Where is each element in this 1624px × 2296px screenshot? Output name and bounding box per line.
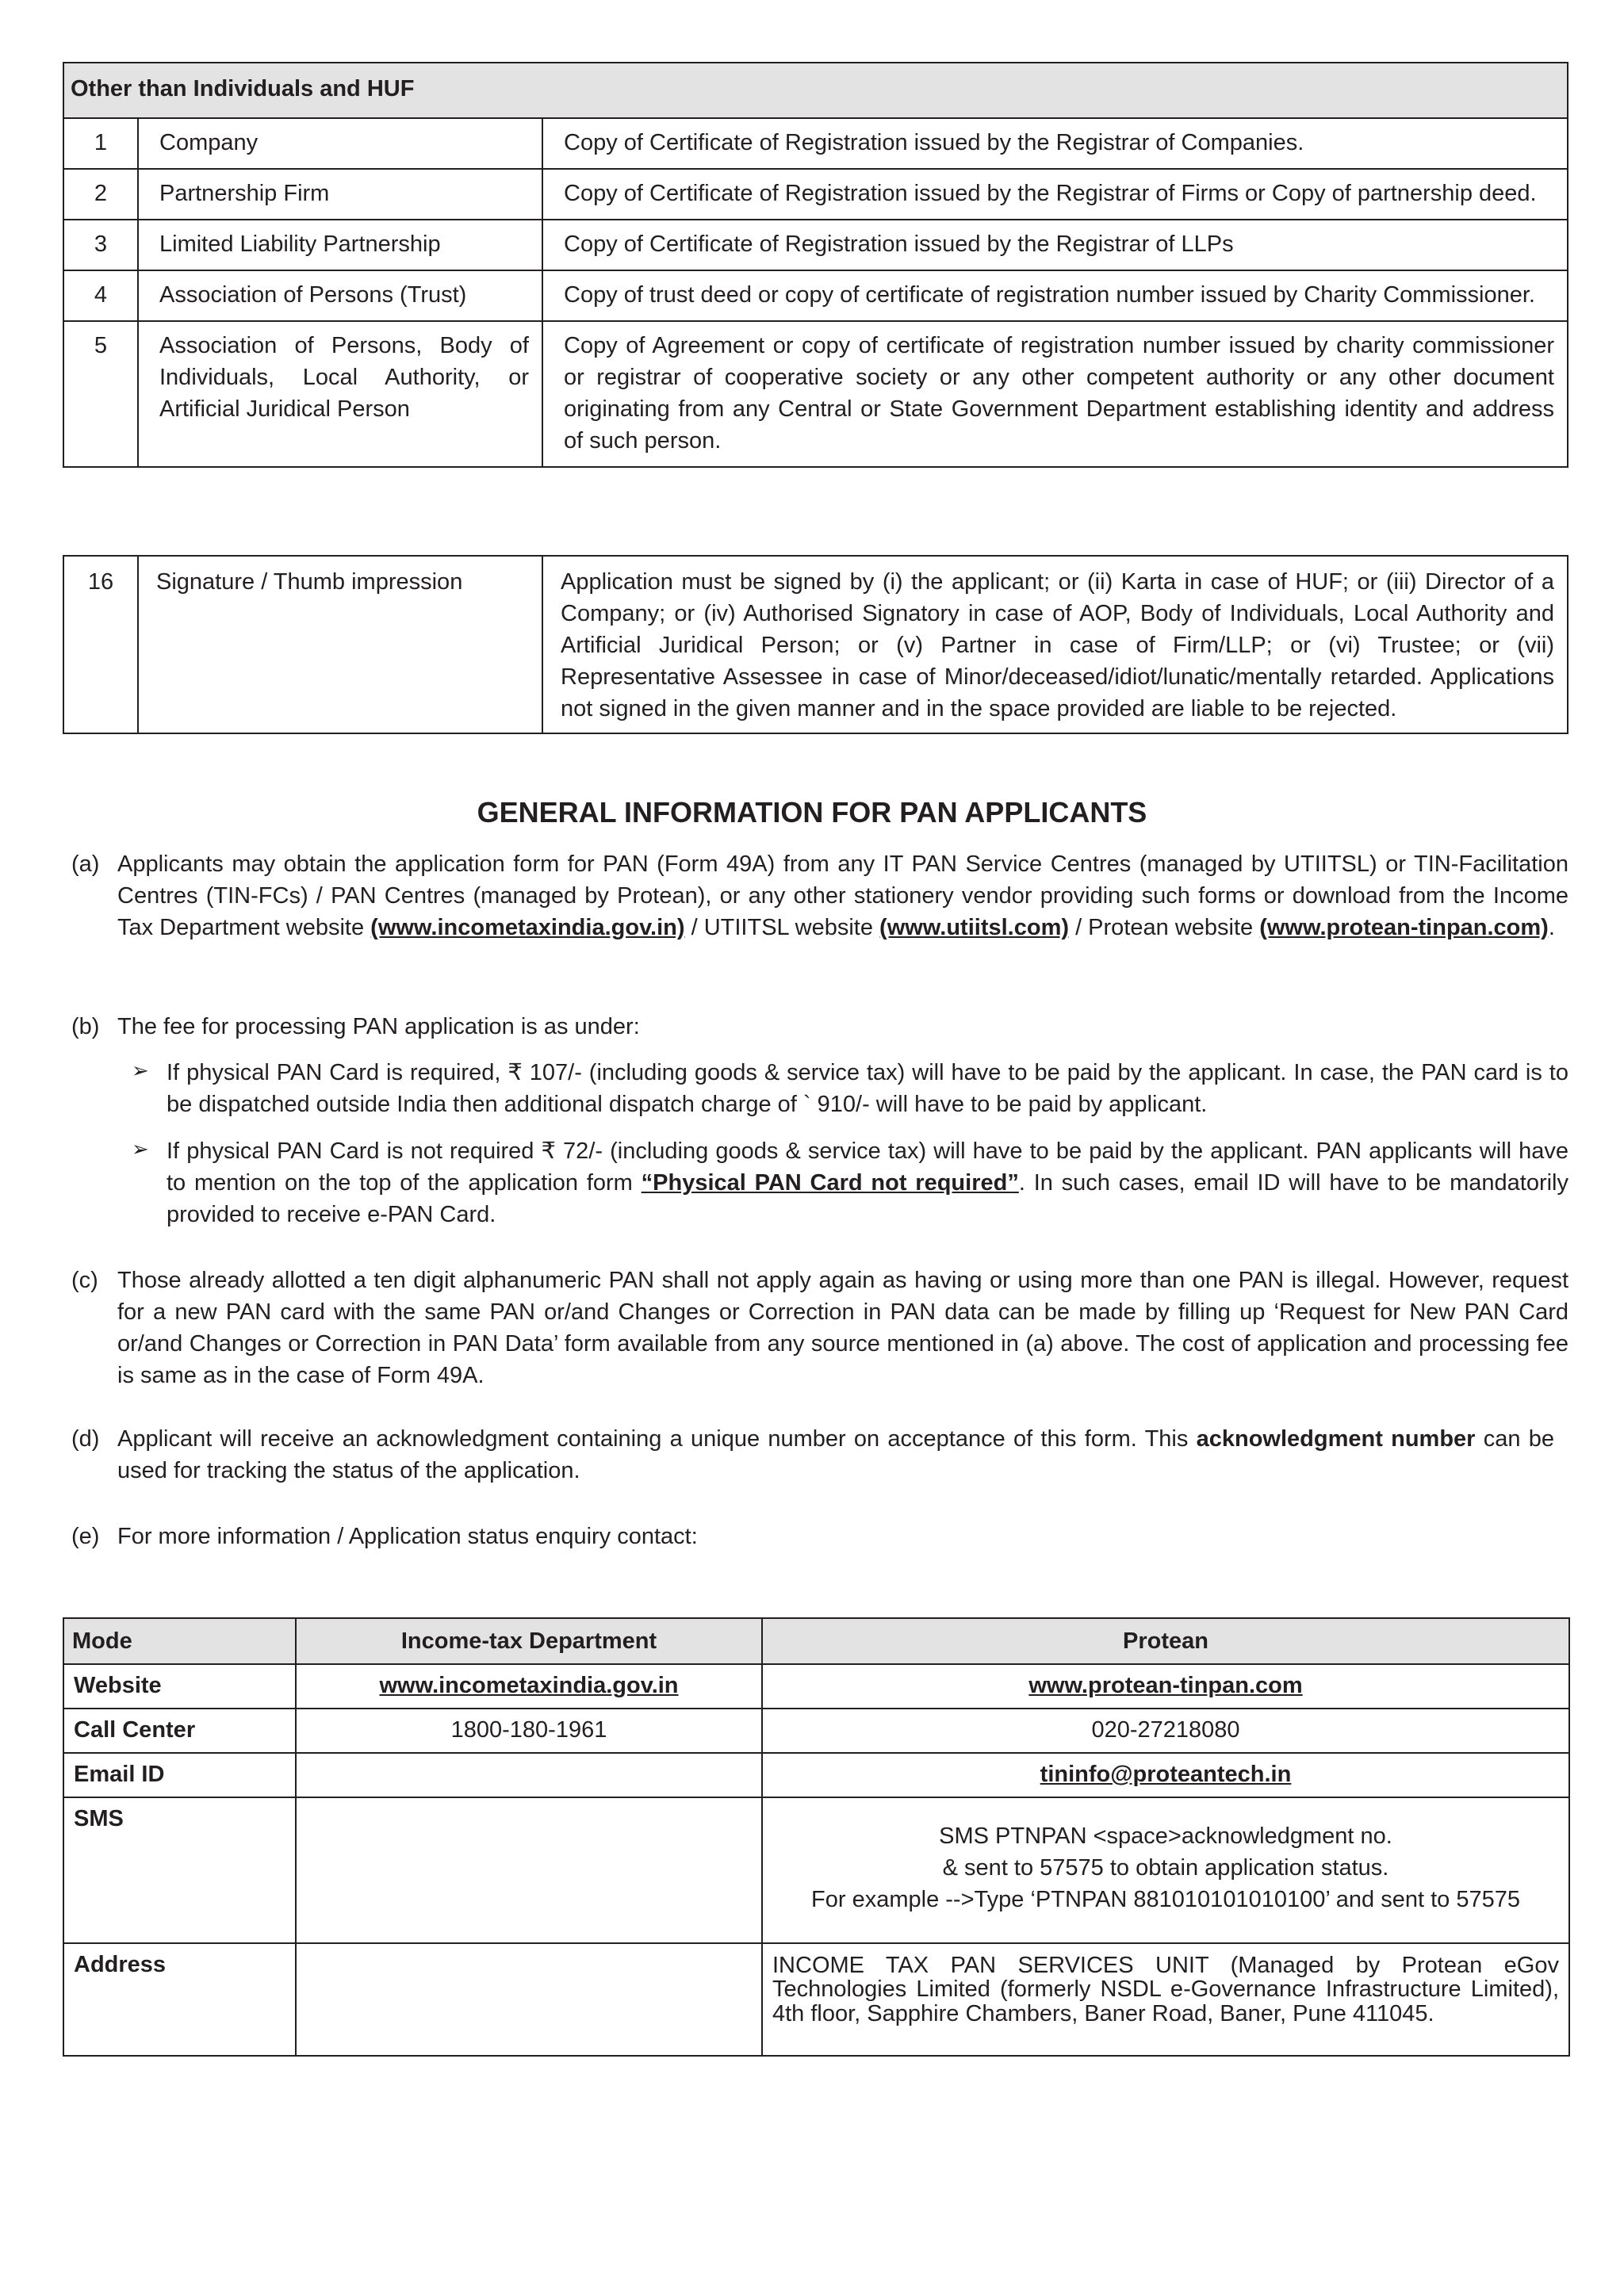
table-header-row (63, 63, 1568, 118)
row-number: 3 (63, 220, 138, 270)
signature-instructions: Application must be signed by (i) the applicant; or (ii) Karta in case of HUF; or (iii) Director of a Company; or (iv) Authorised Signatory in case of AOP, Body of Individuals, Local Authority and Artificial Juridical Person; or (v) Partner in case of Firm/LLP; or (vi) Trustee; or (vii) Representative Assessee in case of Minor/deceased/idiot/lunatic/mentally retarded. Applications not signed in the given manner and in the space provided are liable to be rejected. (542, 556, 1568, 733)
bullet-text: If physical PAN Card is required, ₹ 107/- (including goods & service tax) will have to be paid by the applicant. In case, the PAN card is to be dispatched outside India then additional dispatch charge of ` 910/- will have to be paid by applicant. (167, 1060, 1568, 1118)
utiitsl-website-link[interactable]: (www.utiitsl.com) (879, 915, 1070, 941)
income-tax-email (296, 1753, 762, 1797)
required-document: Copy of Certificate of Registration issued by the Registrar of LLPs (542, 220, 1568, 270)
entity-table-header: Other than Individuals and HUF (63, 63, 1568, 118)
income-tax-phone: 1800-180-1961 (296, 1709, 762, 1753)
row-number: 2 (63, 169, 138, 220)
entity-type: Association of Persons, Body of Individuals, Local Authority, or Artificial Juridical Person (138, 321, 542, 467)
row-number: 5 (63, 321, 138, 467)
sms-line: For example -->Type ‘PTNPAN 881010101010100’ and sent to 57575 (811, 1887, 1520, 1913)
bullet-emphasis: “Physical PAN Card not required” (641, 1170, 1019, 1196)
item-text: Applicants may obtain the application form for PAN (Form 49A) from any IT PAN Service Centres (managed by UTIITSL) or TIN-Facilitation Centres (TIN-FCs) / PAN Centres (managed by Protean), or any other stationery vendor providing such forms or download from the Income Tax Department website (117, 851, 1568, 941)
info-item-c (71, 1265, 1568, 1391)
info-item-e (71, 1521, 1568, 1552)
mode-label: Call Center (63, 1709, 296, 1753)
table-row (63, 1797, 1569, 1943)
required-document: Copy of Certificate of Registration issued by the Registrar of Firms or Copy of partnership deed. (542, 169, 1568, 220)
row-number: 16 (63, 556, 138, 733)
signature-label: Signature / Thumb impression (138, 556, 542, 733)
signature-instruction-table (63, 555, 1568, 734)
table-row (63, 1943, 1569, 2056)
item-label: (d) (71, 1426, 100, 1452)
item-label: (c) (71, 1268, 98, 1293)
entity-type: Limited Liability Partnership (138, 220, 542, 270)
section-heading: GENERAL INFORMATION FOR PAN APPLICANTS (477, 796, 1147, 828)
row-number: 1 (63, 118, 138, 169)
mode-label: Address (63, 1943, 296, 2056)
item-text: / UTIITSL website (684, 915, 880, 941)
table-header-row (63, 1618, 1569, 1664)
column-header-mode: Mode (63, 1618, 296, 1664)
required-document: Copy of Agreement or copy of certificate of registration number issued by charity commissioner or registrar of cooperative society or any other competent authority or any other document originating from any Central or State Government Department establishing identity and address of such person. (542, 321, 1568, 467)
item-text: / Protean website (1069, 915, 1260, 941)
table-row (63, 1709, 1569, 1753)
income-tax-address (296, 1943, 762, 2056)
required-document: Copy of Certificate of Registration issued by the Registrar of Companies. (542, 118, 1568, 169)
protean-website-link[interactable]: www.protean-tinpan.com (762, 1664, 1569, 1709)
item-emphasis: acknowledgment number (1196, 1426, 1476, 1452)
mode-label: Website (63, 1664, 296, 1709)
item-label: (b) (71, 1014, 100, 1039)
entity-document-table (63, 62, 1568, 468)
table-row (63, 1753, 1569, 1797)
item-text: For more information / Application status enquiry contact: (117, 1524, 698, 1549)
bullet-text: . In such cases, email ID will have to be mandatorily provided to receive e-PAN Card. (167, 1170, 1568, 1228)
item-text: The fee for processing PAN application is as under: (117, 1014, 640, 1039)
arrow-bullet-icon: ➢ (132, 1058, 149, 1082)
row-number: 4 (63, 270, 138, 321)
item-text: Those already allotted a ten digit alphanumeric PAN shall not apply again as having or using more than one PAN is illegal. However, request for a new PAN card with the same PAN or/and Changes or Correction in PAN data can be made by filling up ‘Request for New PAN Card or/and Changes or Correction in PAN Data’ form available from any source mentioned in (a) above. The cost of application and processing fee is same as in the case of Form 49A. (117, 1268, 1568, 1389)
item-text: Applicant will receive an acknowledgment containing a unique number on acceptance of this form. This (117, 1426, 1197, 1452)
bullet-text: If physical PAN Card is not required ₹ 72/- (including goods & service tax) will have to be paid by the applicant. PAN applicants will have to mention on the top of the application form (167, 1138, 1568, 1196)
item-label: (e) (71, 1524, 100, 1549)
income-tax-sms (296, 1797, 762, 1943)
entity-type: Company (138, 118, 542, 169)
mode-label: Email ID (63, 1753, 296, 1797)
table-row (63, 556, 1568, 733)
info-item-a (71, 848, 1568, 943)
protean-phone: 020-27218080 (762, 1709, 1569, 1753)
income-tax-website-link[interactable]: www.incometaxindia.gov.in (296, 1664, 762, 1709)
info-item-d (71, 1423, 1554, 1487)
column-header-protean: Protean (762, 1618, 1569, 1664)
fee-bullet-epan (132, 1135, 1568, 1230)
entity-type: Partnership Firm (138, 169, 542, 220)
table-row (63, 321, 1568, 467)
table-row (63, 220, 1568, 270)
arrow-bullet-icon: ➢ (132, 1137, 149, 1161)
table-row (63, 118, 1568, 169)
protean-website-link[interactable]: (www.protean-tinpan.com) (1259, 915, 1549, 941)
protean-email-link[interactable]: tininfo@proteantech.in (762, 1753, 1569, 1797)
info-item-b (71, 1011, 1568, 1043)
contact-table (63, 1617, 1570, 2057)
table-row (63, 169, 1568, 220)
required-document: Copy of trust deed or copy of certificate of registration number issued by Charity Commissioner. (542, 270, 1568, 321)
item-text: . (1548, 915, 1555, 941)
income-tax-website-link[interactable]: (www.incometaxindia.gov.in) (370, 915, 685, 941)
protean-address: INCOME TAX PAN SERVICES UNIT (Managed by Protean eGov Technologies Limited (formerly NSDL e-Governance Infrastructure Limited), 4th floor, Sapphire Chambers, Baner Road, Baner, Pune 411045. (762, 1943, 1569, 2056)
sms-line: & sent to 57575 to obtain application status. (942, 1855, 1389, 1881)
entity-type: Association of Persons (Trust) (138, 270, 542, 321)
fee-bullet-physical-card (132, 1057, 1568, 1120)
sms-line: SMS PTNPAN <space>acknowledgment no. (939, 1823, 1392, 1850)
mode-label: SMS (63, 1797, 296, 1943)
item-label: (a) (71, 851, 100, 877)
column-header-income-tax: Income-tax Department (296, 1618, 762, 1664)
table-row (63, 1664, 1569, 1709)
table-row (63, 270, 1568, 321)
protean-sms-instructions (762, 1797, 1569, 1943)
item-text: can be used for tracking the status of the application. (117, 1426, 1554, 1484)
